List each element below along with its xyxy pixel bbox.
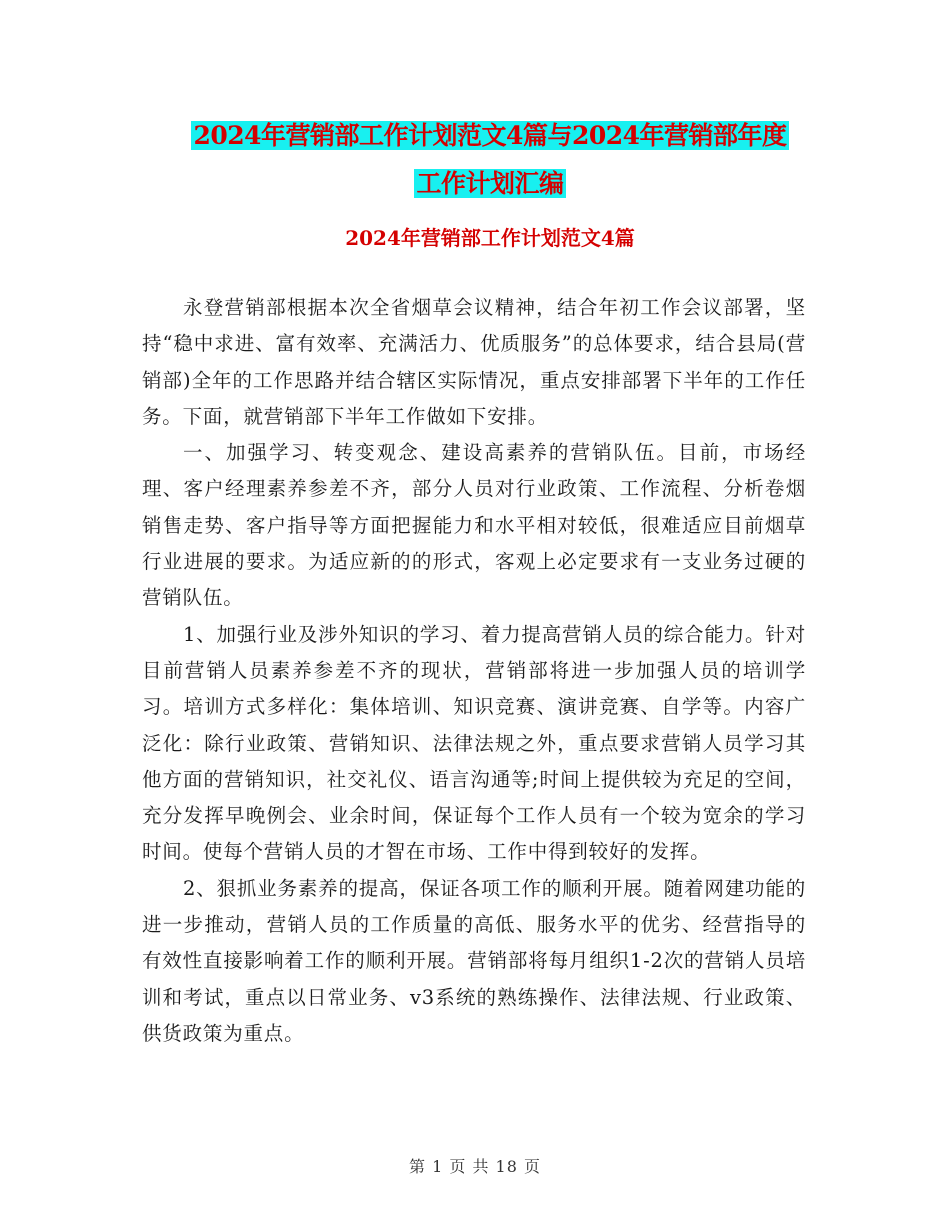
paragraph-section-1: 一、加强学习、转变观念、建设高素养的营销队伍。目前，市场经理、客户经理素养参差不齐，部分人员对行业政策、工作流程、分析卷烟销售走势、客户指导等方面把握能力和水平相对较低，很难适应目前烟草行业进展的要求。为适应新的的形式，客观上必定要求有一支业务过硬的营销队伍。	[142, 441, 806, 610]
document-title-line-2: 工作计划汇编	[416, 169, 564, 198]
section-title: 2024年营销部工作计划范文4篇	[345, 226, 635, 250]
document-body	[142, 290, 806, 1052]
document-title-line-1: 2024年营销部工作计划范文4篇与2024年营销部年度	[193, 121, 787, 150]
paragraph-intro: 永登营销部根据本次全省烟草会议精神，结合年初工作会议部署，坚持“稳中求进、富有效率、充满活力、优质服务”的总体要求，结合县局(营销部)全年的工作思路并结合辖区实际情况，重点安排部署下半年的工作任务。下面，就营销部下半年工作做如下安排。	[142, 296, 806, 428]
document-title	[140, 112, 840, 208]
paragraph-item-1: 1、加强行业及涉外知识的学习、着力提高营销人员的综合能力。针对目前营销人员素养参差不齐的现状，营销部将进一步加强人员的培训学习。培训方式多样化：集体培训、知识竞赛、演讲竞赛、自学等。内容广泛化：除行业政策、营销知识、法律法规之外，重点要求营销人员学习其他方面的营销知识，社交礼仪、语言沟通等;时间上提供较为充足的空间，充分发挥早晚例会、业余时间，保证每个工作人员有一个较为宽余的学习时间。使每个营销人员的才智在市场、工作中得到较好的发挥。	[142, 622, 806, 864]
paragraph-item-2: 2、狠抓业务素养的提高，保证各项工作的顺利开展。随着网建功能的进一步推动，营销人员的工作质量的高低、服务水平的优劣、经营指导的有效性直接影响着工作的顺利开展。营销部将每月组织1-2次的营销人员培训和考试，重点以日常业务、v3系统的熟练操作、法律法规、行业政策、供货政策为重点。	[142, 876, 806, 1045]
page-footer: 第 1 页 共 18 页	[409, 1157, 541, 1176]
